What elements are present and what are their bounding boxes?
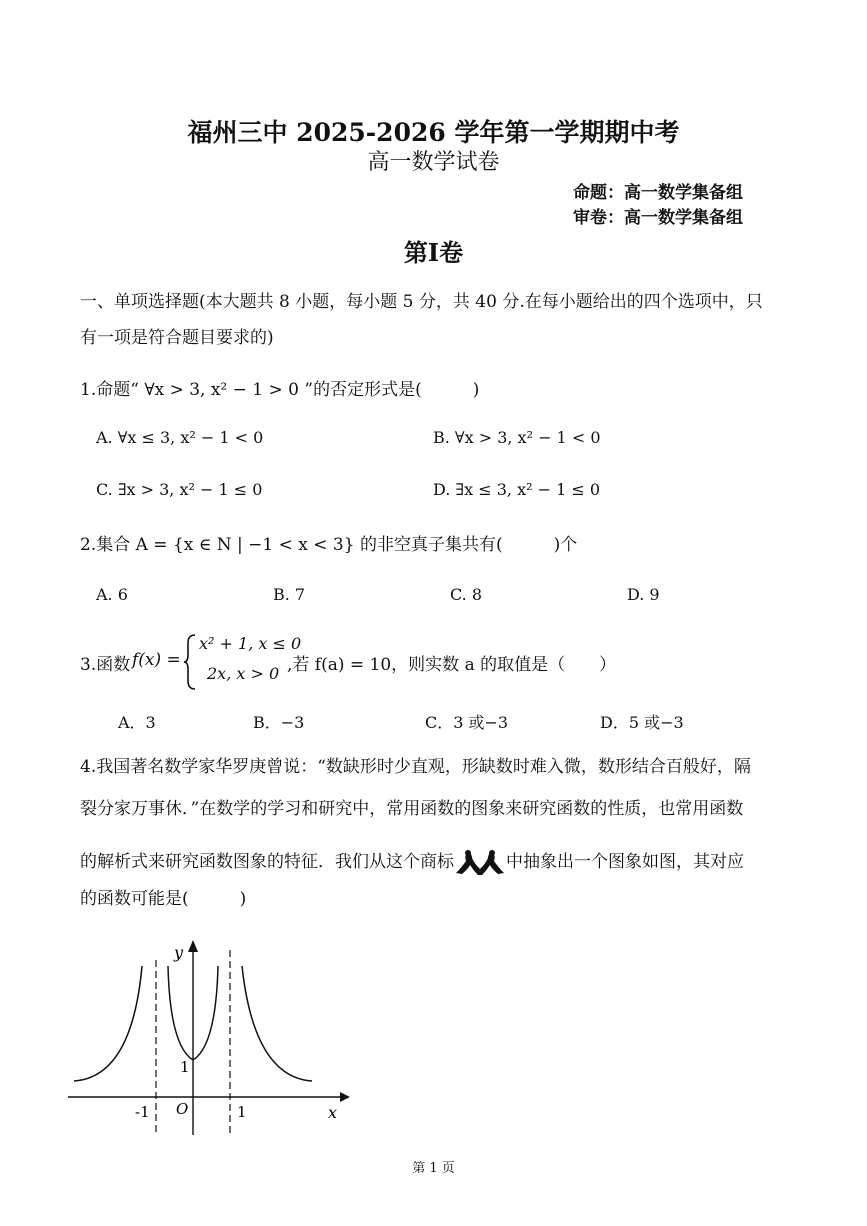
curve-left-branch [74,966,142,1081]
question-3-case-1: x² + 1, x ≤ 0 [199,634,302,653]
question-3-case-2: 2x, x > 0 [207,664,280,683]
question-3-option-c: C．3 或−3 [425,713,509,732]
section-instructions-line2: 有一项是符合题目要求的) [80,328,274,348]
section-instructions-line1: 一、单项选择题(本大题共 8 小题，每小题 5 分，共 40 分.在每小题给出的四个选项中，只 [80,292,763,312]
exam-title: 福州三中 2025-2026 学年第一学期期中考 [187,118,680,147]
author-line: 命题：高一数学集备组 [573,183,743,203]
question-3-option-d: D．5 或−3 [600,713,684,732]
question-1-option-c: C. ∃x > 3, x² − 1 ≤ 0 [96,480,263,499]
question-3-prefix: 3.函数 [80,655,131,675]
question-2-stem: 2.集合 A = {x ∈ N | −1 < x < 3} 的非空真子集共有( )个 [80,535,578,555]
page-number: 第 1 页 [412,1161,455,1176]
question-4-line1: 4.我国著名数学家华罗庚曾说：“数缺形时少直观，形缺数时难入微，数形结合百般好，隔 [80,757,751,777]
question-3-brace [183,633,197,691]
question-1-option-a: A. ∀x ≤ 3, x² − 1 < 0 [96,428,264,447]
question-2-option-c: C. 8 [450,585,483,604]
y-axis-label: y [174,943,184,962]
question-1-option-b: B. ∀x > 3, x² − 1 < 0 [433,428,601,447]
curve-right-branch [242,966,312,1081]
question-2-option-a: A. 6 [96,585,128,604]
question-3-condition: ,若 f(a) = 10，则实数 a 的取值是（ ） [287,655,617,675]
question-3-option-b: B．−3 [253,713,305,732]
tick-label-pos1: 1 [237,1103,247,1121]
question-4-line2: 裂分家万事休．”在数学的学习和研究中，常用函数的图象来研究函数的性质，也常用函数 [80,799,744,819]
function-graph [60,930,360,1140]
tick-label-y1: 1 [180,1058,190,1076]
reviewer-line: 审卷：高一数学集备组 [573,208,743,228]
origin-label: O [176,1100,189,1118]
exam-subtitle: 高一数学试卷 [367,150,500,175]
x-axis-arrow-icon [340,1092,350,1102]
question-3-fx: f(x) = [132,650,181,670]
question-4-line3-part1: 的解析式来研究函数图象的特征．我们从这个商标 [80,852,454,872]
question-1-option-d: D. ∃x ≤ 3, x² − 1 ≤ 0 [433,480,601,499]
question-2-option-b: B. 7 [273,585,306,604]
question-4-line3 [80,847,744,877]
tick-label-neg1: -1 [135,1103,150,1121]
volume-heading: 第I卷 [403,238,464,267]
question-4-line4: 的函数可能是( ) [80,889,247,909]
y-axis-arrow-icon [188,940,198,952]
question-1-stem: 1.命题“ ∀x > 3, x² − 1 > 0 ”的否定形式是( ) [80,380,480,400]
kappa-logo-icon [454,849,506,877]
x-axis-label: x [328,1103,338,1122]
question-4-line3-part2: 中抽象出一个图象如图，其对应 [506,852,744,872]
question-2-option-d: D. 9 [627,585,660,604]
question-3-option-a: A．3 [118,713,156,732]
